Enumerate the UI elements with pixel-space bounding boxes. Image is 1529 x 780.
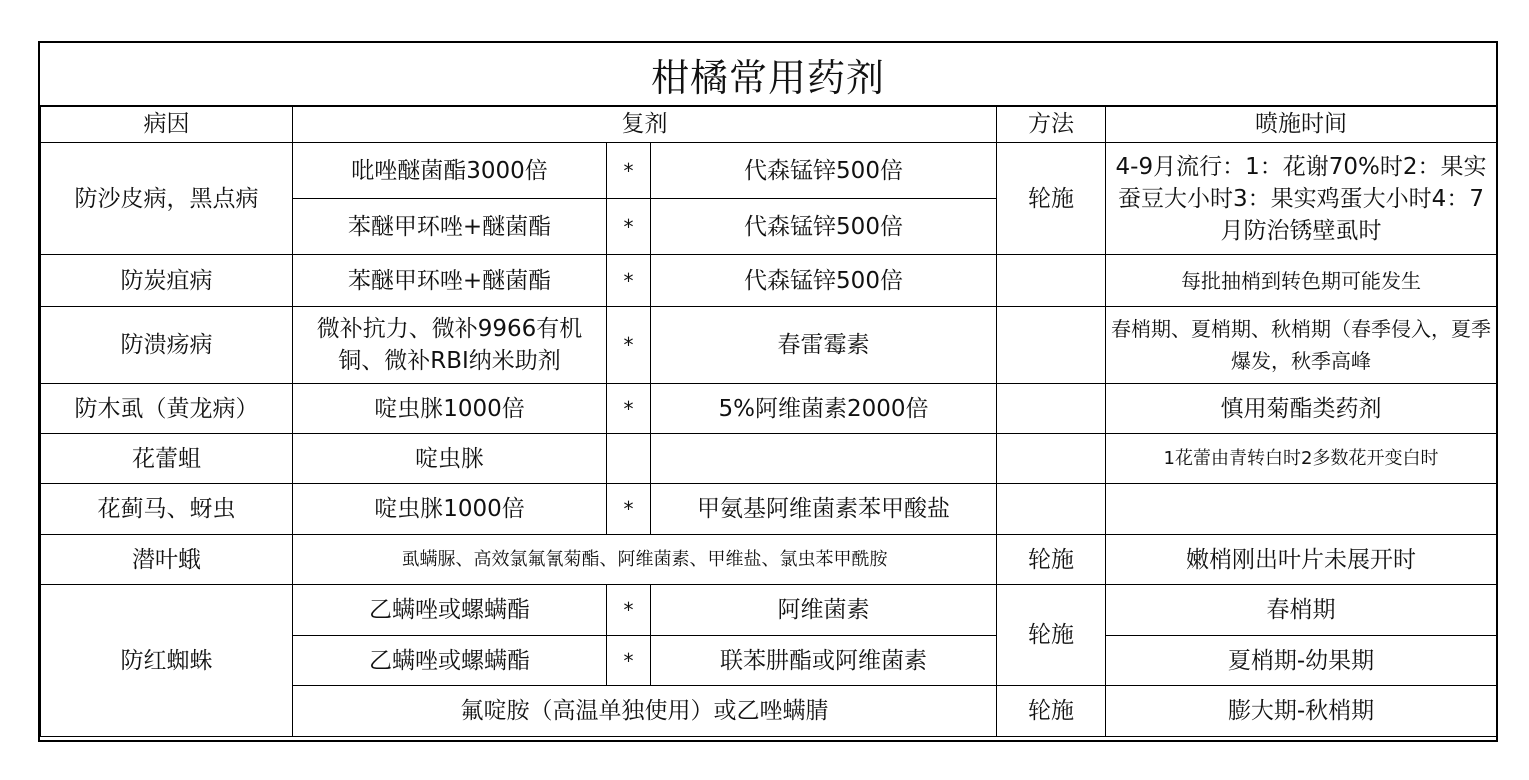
- compound-cell: 虱螨脲、高效氯氟氰菊酯、阿维菌素、甲维盐、氯虫苯甲酰胺: [293, 535, 997, 585]
- time-cell: 4-9月流行：1：花谢70%时2：果实蚕豆大小时3：果实鸡蛋大小时4：7月防治锈壁虱时: [1106, 143, 1497, 255]
- method-cell: 轮施: [997, 535, 1106, 585]
- compound-a-cell: 微补抗力、微补9966有机铜、微补RBI纳米助剂: [293, 307, 607, 384]
- cause-cell: 防木虱（黄龙病）: [41, 384, 293, 434]
- compound-b-cell: 联苯肼酯或阿维菌素: [651, 636, 997, 686]
- method-cell: 轮施: [997, 143, 1106, 255]
- compound-a-cell: 苯醚甲环唑+醚菌酯: [293, 199, 607, 255]
- combine-mark: *: [607, 255, 651, 307]
- table-row: [41, 484, 1497, 535]
- compound-a-cell: 吡唑醚菌酯3000倍: [293, 143, 607, 199]
- cause-cell: 防炭疽病: [41, 255, 293, 307]
- compound-b-cell: 阿维菌素: [651, 585, 997, 636]
- table-row: [41, 535, 1497, 585]
- time-cell: 1花蕾由青转白时2多数花开变白时: [1106, 434, 1497, 484]
- header-compound: 复剂: [293, 106, 997, 143]
- combine-mark: *: [607, 143, 651, 199]
- combine-mark: [607, 434, 651, 484]
- header-row: [41, 106, 1497, 143]
- compound-a-cell: 啶虫脒1000倍: [293, 484, 607, 535]
- compound-b-cell: 代森锰锌500倍: [651, 143, 997, 199]
- combine-mark: *: [607, 384, 651, 434]
- header-cause: 病因: [41, 106, 293, 143]
- time-cell: 每批抽梢到转色期可能发生: [1106, 255, 1497, 307]
- time-cell: 膨大期-秋梢期: [1106, 686, 1497, 737]
- compound-a-cell: 苯醚甲环唑+醚菌酯: [293, 255, 607, 307]
- compound-a-cell: 乙螨唑或螺螨酯: [293, 636, 607, 686]
- table-row: [41, 434, 1497, 484]
- page-title: 柑橘常用药剂: [40, 43, 1496, 107]
- cause-cell: 防溃疡病: [41, 307, 293, 384]
- compound-b-cell: [651, 434, 997, 484]
- combine-mark: *: [607, 307, 651, 384]
- cause-cell: 潜叶蛾: [41, 535, 293, 585]
- time-cell: 春梢期: [1106, 585, 1497, 636]
- table-row: [41, 585, 1497, 636]
- compound-b-cell: 春雷霉素: [651, 307, 997, 384]
- method-cell: [997, 255, 1106, 307]
- combine-mark: *: [607, 585, 651, 636]
- method-cell: 轮施: [997, 585, 1106, 686]
- compound-b-cell: 5%阿维菌素2000倍: [651, 384, 997, 434]
- compound-cell: 氟啶胺（高温单独使用）或乙唑螨腈: [293, 686, 997, 737]
- compound-a-cell: 乙螨唑或螺螨酯: [293, 585, 607, 636]
- pesticide-table-sheet: [38, 41, 1498, 742]
- time-cell: 慎用菊酯类药剂: [1106, 384, 1497, 434]
- combine-mark: *: [607, 199, 651, 255]
- method-cell: [997, 384, 1106, 434]
- time-cell: 春梢期、夏梢期、秋梢期（春季侵入，夏季爆发，秋季高峰: [1106, 307, 1497, 384]
- cause-cell: 花蓟马、蚜虫: [41, 484, 293, 535]
- compound-a-cell: 啶虫脒1000倍: [293, 384, 607, 434]
- header-method: 方法: [997, 106, 1106, 143]
- method-cell: 轮施: [997, 686, 1106, 737]
- compound-a-cell: 啶虫脒: [293, 434, 607, 484]
- table-row: [41, 307, 1497, 384]
- compound-b-cell: 代森锰锌500倍: [651, 255, 997, 307]
- method-cell: [997, 434, 1106, 484]
- table-row: [41, 143, 1497, 199]
- method-cell: [997, 484, 1106, 535]
- compound-b-cell: 代森锰锌500倍: [651, 199, 997, 255]
- combine-mark: *: [607, 636, 651, 686]
- combine-mark: *: [607, 484, 651, 535]
- compound-b-cell: 甲氨基阿维菌素苯甲酸盐: [651, 484, 997, 535]
- time-cell: 夏梢期-幼果期: [1106, 636, 1497, 686]
- cause-cell: 防红蜘蛛: [41, 585, 293, 737]
- time-cell: [1106, 484, 1497, 535]
- time-cell: 嫩梢刚出叶片未展开时: [1106, 535, 1497, 585]
- pesticide-table: [40, 105, 1497, 737]
- header-time: 喷施时间: [1106, 106, 1497, 143]
- cause-cell: 防沙皮病，黑点病: [41, 143, 293, 255]
- table-row: [41, 384, 1497, 434]
- cause-cell: 花蕾蛆: [41, 434, 293, 484]
- method-cell: [997, 307, 1106, 384]
- table-row: [41, 255, 1497, 307]
